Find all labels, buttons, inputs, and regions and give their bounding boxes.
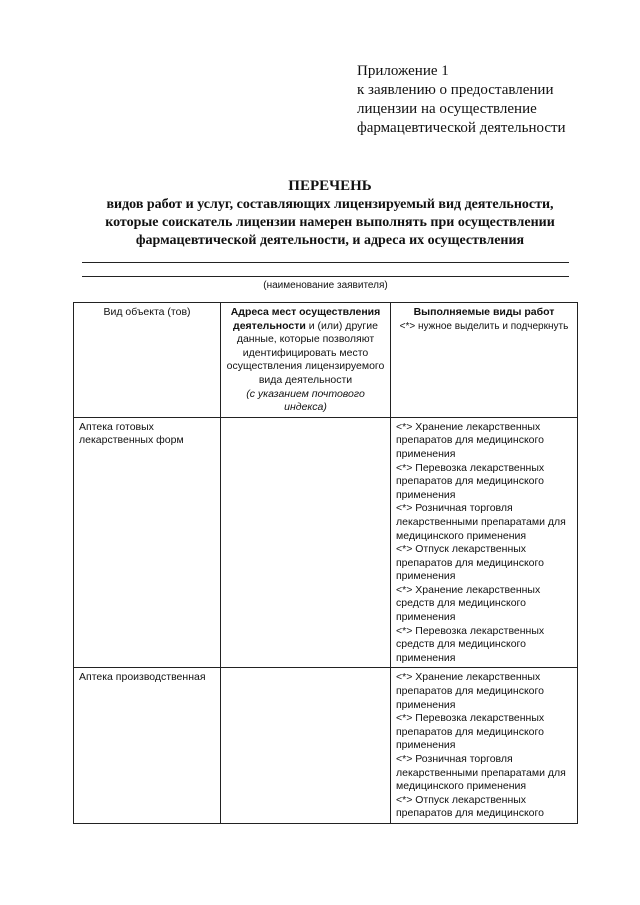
address-cell[interactable]: [221, 417, 391, 668]
document-subtitle: [70, 196, 590, 250]
work-item[interactable]: <*> Розничная торговля лекарственными препаратами для медицинского применения: [396, 502, 566, 542]
col-works-header: [391, 303, 578, 418]
work-item[interactable]: <*> Хранение лекарственных средств для медицинского применения: [396, 583, 541, 624]
applicant-name-line: [82, 262, 569, 263]
work-item[interactable]: <*> Розничная торговля лекарственными препаратами для медицинского применения: [396, 753, 566, 793]
work-item[interactable]: <*> Хранение лекарственных препаратов для медицинского применения: [396, 671, 544, 711]
appendix-line: к заявлению о предоставлении: [357, 82, 554, 98]
col-address-header-text: и (или) другие данные, которые позволяют идентифицировать место осуществления лицензируемого вида деятельности: [226, 319, 385, 386]
col-works-header-bold: Выполняемые виды работ: [413, 306, 555, 318]
object-cell: Аптека производственная: [74, 668, 221, 824]
object-cell: Аптека готовых лекарственных форм: [74, 417, 221, 668]
work-item[interactable]: <*> Хранение лекарственных препаратов для медицинского применения: [396, 420, 544, 460]
applicant-name-line: [82, 276, 569, 277]
work-item[interactable]: <*> Отпуск лекарственных препаратов для медицинского применения: [396, 543, 544, 583]
col-object-header: Вид объекта (тов): [74, 303, 221, 418]
appendix-line: лицензии на осуществление: [357, 101, 537, 117]
col-address-header-italic: (с указанием почтового индекса): [246, 387, 365, 414]
work-item[interactable]: <*> Перевозка лекарственных препаратов для медицинского применения: [396, 461, 545, 501]
subtitle-line: которые соискатель лицензии намерен выполнять при осуществлении: [105, 215, 555, 230]
works-table: [73, 302, 578, 824]
address-cell[interactable]: [221, 668, 391, 824]
col-address-header: [221, 303, 391, 418]
appendix-line: фармацевтической деятельности: [357, 120, 566, 136]
subtitle-line: видов работ и услуг, составляющих лицензируемый вид деятельности,: [106, 197, 554, 212]
document-title: ПЕРЕЧЕНЬ: [288, 178, 372, 194]
works-cell: [391, 668, 578, 824]
table-row: [74, 668, 578, 824]
appendix-block: [357, 62, 627, 138]
works-cell: [391, 417, 578, 668]
col-address-header-bold: Адреса мест осуществления деятельности: [230, 306, 381, 332]
col-works-header-note: <*> нужное выделить и подчеркнуть: [399, 320, 569, 332]
table-row: [74, 417, 578, 668]
table-header-row: [74, 303, 578, 418]
work-item[interactable]: <*> Отпуск лекарственных препаратов для медицинского: [396, 793, 544, 820]
work-item[interactable]: <*> Перевозка лекарственных препаратов для медицинского применения: [396, 712, 545, 752]
appendix-line: Приложение 1: [357, 63, 449, 79]
work-item[interactable]: <*> Перевозка лекарственных средств для медицинского применения: [396, 624, 545, 664]
applicant-caption: (наименование заявителя): [263, 280, 388, 291]
subtitle-line: фармацевтической деятельности, и адреса их осуществления: [135, 233, 525, 248]
